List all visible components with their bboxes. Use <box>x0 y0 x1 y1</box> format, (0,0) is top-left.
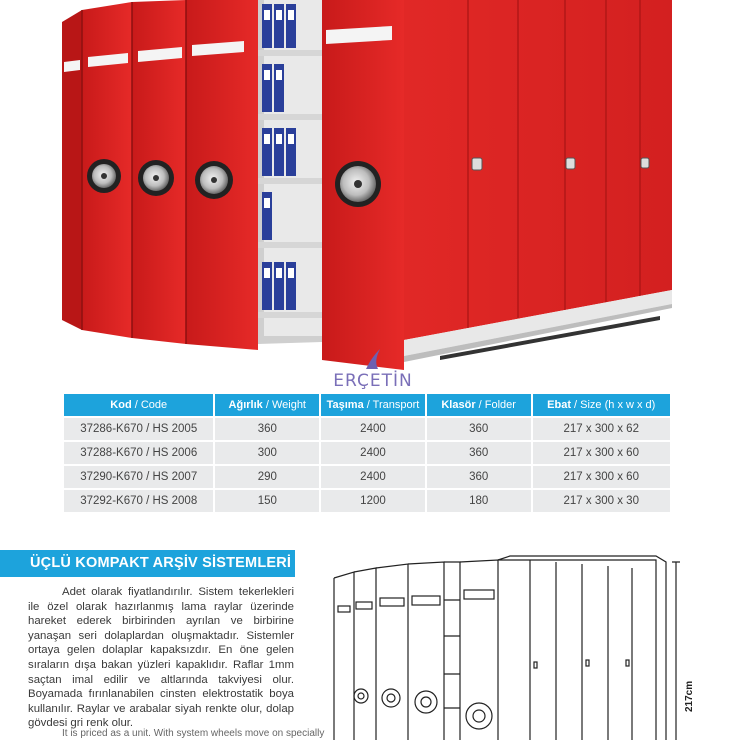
column-header-transport: Taşıma / Transport <box>321 394 425 416</box>
lock-icon <box>566 158 575 169</box>
handwheel-icon <box>415 691 437 713</box>
handwheel-icon <box>354 689 368 703</box>
cell-transport: 2400 <box>321 466 425 488</box>
handwheel-icon <box>466 703 492 729</box>
lock-icon <box>472 158 482 170</box>
bird-icon <box>318 343 428 373</box>
description-tr: Adet olarak fiyatlandırılır. Sistem tekerlekleri ile özel olarak hazırlanmış lama raylar üzerinde hareket ederek birbirinden ayrılan ve birbirine yanaşan seri dolaplardan oluşmaktadır. Sistemler ortaya gelen dolaplar kapaksızdır. En öne gelen sıraların dışa bakan yüzleri kapaklıdır. Raflar 1mm saçtan imal edilir ve altlarında takviyesi olur. Boyamada fırınlanabilen cinsten elektrostatik boya kullanılır. Raylar ve arabalar siyah renkte olur, dolap gövdesi gri renk olur. <box>28 586 294 730</box>
cell-weight: 360 <box>215 418 319 440</box>
cell-size: 217 x 300 x 62 <box>533 418 671 440</box>
table-row <box>64 442 670 464</box>
cell-size: 217 x 300 x 30 <box>533 490 671 512</box>
handwheel-icon <box>382 689 400 707</box>
column-header-folder: Klasör / Folder <box>427 394 531 416</box>
cell-weight: 300 <box>215 442 319 464</box>
cell-code: 37288-K670 / HS 2006 <box>64 442 213 464</box>
column-header-code: Kod / Code <box>64 394 213 416</box>
column-header-weight: Ağırlık / Weight <box>215 394 319 416</box>
table-row <box>64 490 670 512</box>
handwheel-icon <box>195 161 233 199</box>
column-header-size: Ebat / Size (h x w x d) <box>533 394 671 416</box>
handwheel-icon <box>87 159 121 193</box>
cell-folder: 360 <box>427 466 531 488</box>
cell-weight: 150 <box>215 490 319 512</box>
table-row <box>64 466 670 488</box>
table-header-row <box>64 394 670 416</box>
open-shelving <box>258 0 322 336</box>
spec-table <box>62 392 672 514</box>
cell-code: 37286-K670 / HS 2005 <box>64 418 213 440</box>
cell-weight: 290 <box>215 466 319 488</box>
left-cabinet-bank <box>62 0 258 350</box>
cell-folder: 360 <box>427 418 531 440</box>
technical-drawing <box>326 556 686 740</box>
brand-logo <box>318 343 428 391</box>
cell-folder: 180 <box>427 490 531 512</box>
cell-size: 217 x 300 x 60 <box>533 442 671 464</box>
cell-transport: 2400 <box>321 418 425 440</box>
handwheel-icon <box>138 160 174 196</box>
section-title: ÜÇLÜ KOMPAKT ARŞİV SİSTEMLERİ <box>0 550 295 577</box>
handwheel-icon <box>335 161 381 207</box>
cell-transport: 2400 <box>321 442 425 464</box>
brand-name: ERÇETİN <box>333 371 413 391</box>
table-row <box>64 418 670 440</box>
right-cabinet-bank <box>404 0 672 362</box>
cell-transport: 1200 <box>321 490 425 512</box>
cell-folder: 360 <box>427 442 531 464</box>
cell-size: 217 x 300 x 60 <box>533 466 671 488</box>
front-cabinet <box>322 0 404 370</box>
lock-icon <box>641 158 649 168</box>
cell-code: 37290-K670 / HS 2007 <box>64 466 213 488</box>
height-dimension-label: 217cm <box>684 680 695 712</box>
cell-code: 37292-K670 / HS 2008 <box>64 490 213 512</box>
description-en: It is priced as a unit. With system wheels move on specially <box>62 728 325 739</box>
